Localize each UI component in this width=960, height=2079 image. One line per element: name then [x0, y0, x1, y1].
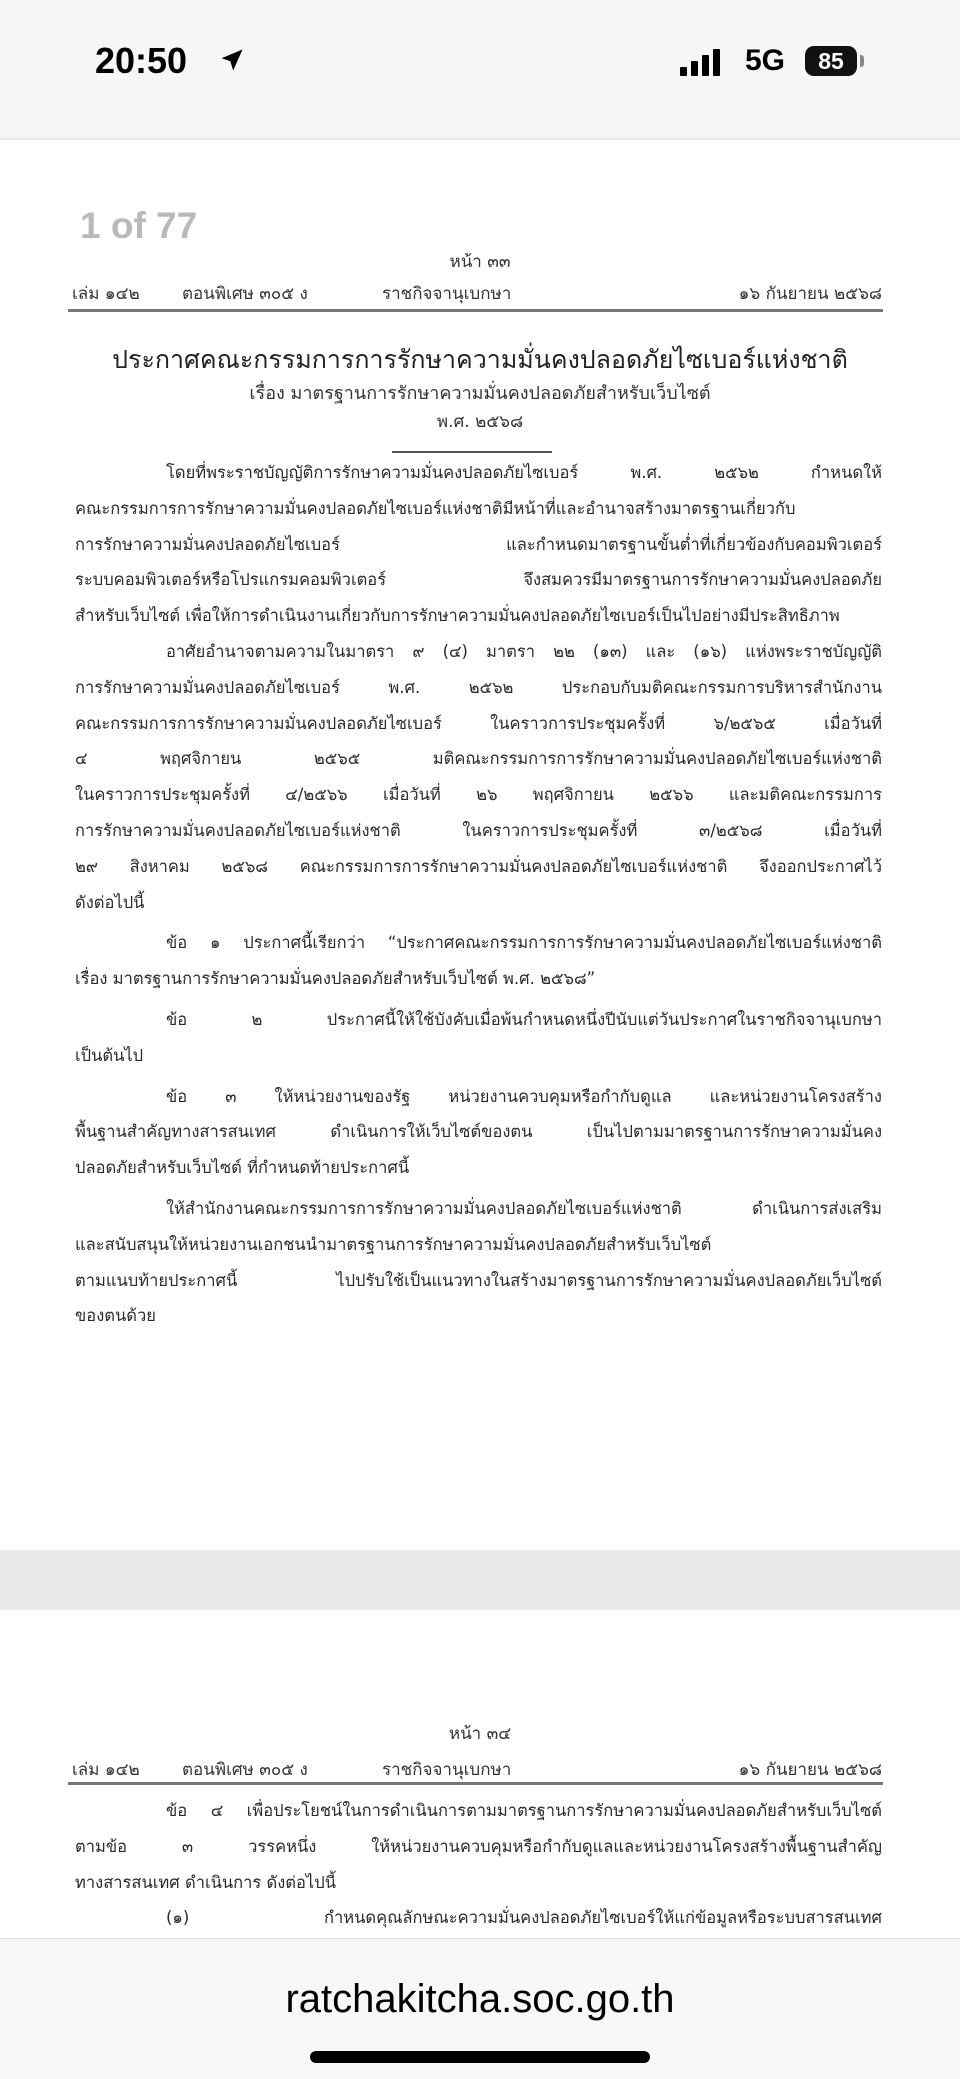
url-display[interactable]: ratchakitcha.soc.go.th [285, 1977, 675, 2021]
page-number: หน้า ๓๔ [448, 1724, 512, 1744]
header-rule [68, 309, 883, 312]
text-line: ข้อ ๑ ประกาศนี้เรียกว่า “ประกาศคณะกรรมการการรักษาความมั่นคงปลอดภัยไซเบอร์แห่งชาติ [166, 933, 882, 953]
document-subject: เรื่อง มาตรฐานการรักษาความมั่นคงปลอดภัยสำหรับเว็บไซต์ [249, 383, 711, 404]
text-line: การรักษาความมั่นคงปลอดภัยไซเบอร์ และกำหนดมาตรฐานขั้นต่ำที่เกี่ยวข้องกับคอมพิวเตอร์ [75, 534, 882, 554]
text-line: ทางสารสนเทศ ดำเนินการ ดังต่อไปนี้ [75, 1872, 336, 1892]
text-line: เรื่อง มาตรฐานการรักษาความมั่นคงปลอดภัยสำหรับเว็บไซต์ พ.ศ. ๒๕๖๘” [75, 969, 596, 989]
text-line: ระบบคอมพิวเตอร์หรือโปรแกรมคอมพิวเตอร์ จึงสมควรมีมาตรฐานการรักษาความมั่นคงปลอดภัย [75, 570, 882, 590]
text-line: ตามข้อ ๓ วรรคหนึ่ง ให้หน่วยงานควบคุมหรือกำกับดูแลและหน่วยงานโครงสร้างพื้นฐานสำคัญ [75, 1836, 882, 1856]
text-line: การรักษาความมั่นคงปลอดภัยไซเบอร์ พ.ศ. ๒๕๖๒ ประกอบกับมติคณะกรรมการบริหารสำนักงาน [75, 677, 882, 697]
title-rule [392, 451, 552, 453]
text-line: ให้สำนักงานคณะกรรมการการรักษาความมั่นคงปลอดภัยไซเบอร์แห่งชาติ ดำเนินการส่งเสริม [166, 1199, 882, 1218]
text-line: คณะกรรมการการรักษาความมั่นคงปลอดภัยไซเบอร์แห่งชาติมีหน้าที่และอำนาจสร้างมาตรฐานเกี่ยวกับ [75, 498, 796, 518]
issue: ตอนพิเศษ ๓๐๕ ง [182, 1760, 308, 1780]
text-line: ตามแนบท้ายประกาศนี้ ไปปรับใช้เป็นแนวทางในสร้างมาตรฐานการรักษาความมั่นคงปลอดภัยเว็บไซต์ [75, 1270, 882, 1290]
text-line: ปลอดภัยสำหรับเว็บไซต์ ที่กำหนดท้ายประกาศนี้ [75, 1158, 410, 1178]
text-line: ดังต่อไปนี้ [75, 892, 145, 912]
text-line: สำหรับเว็บไซต์ เพื่อให้การดำเนินงานเกี่ยวกับการรักษาความมั่นคงปลอดภัยไซเบอร์เป็นไปอย่างมีประสิทธิภาพ [75, 606, 840, 626]
text-line: อาศัยอำนาจตามความในมาตรา ๙ (๔) มาตรา ๒๒ (๑๓) และ (๑๖) แห่งพระราชบัญญัติ [166, 642, 882, 661]
gazette-date: ๑๖ กันยายน ๒๕๖๘ [738, 284, 882, 304]
text-line: ในคราวการประชุมครั้งที่ ๔/๒๕๖๖ เมื่อวันที่ ๒๖ พฤศจิกายน ๒๕๖๖ และมติคณะกรรมการ [75, 785, 882, 805]
text-line: พื้นฐานสำคัญทางสารสนเทศ ดำเนินการให้เว็บไซต์ของตน เป็นไปตามมาตรฐานการรักษาความมั่นคง [75, 1122, 882, 1142]
status-bar [0, 0, 960, 138]
text-line: และสนับสนุนให้หน่วยงานเอกชนนำมาตรฐานการรักษาความมั่นคงปลอดภัยสำหรับเว็บไซต์ [75, 1234, 712, 1254]
text-line: ๒๙ สิงหาคม ๒๕๖๘ คณะกรรมการการรักษาความมั่นคงปลอดภัยไซเบอร์แห่งชาติ จึงออกประกาศไว้ [75, 856, 882, 876]
text-line: โดยที่พระราชบัญญัติการรักษาความมั่นคงปลอดภัยไซเบอร์ พ.ศ. ๒๕๖๒ กำหนดให้ [166, 463, 882, 482]
location-arrow-icon [218, 46, 246, 74]
gazette-name: ราชกิจจานุเบกษา [382, 1760, 512, 1780]
battery-tip [860, 55, 864, 67]
text-line: เป็นต้นไป [75, 1045, 144, 1065]
issue: ตอนพิเศษ ๓๐๕ ง [182, 284, 308, 304]
text-line: ข้อ ๔ เพื่อประโยชน์ในการดำเนินการตามมาตรฐานการรักษาความมั่นคงปลอดภัยสำหรับเว็บไซต์ [166, 1801, 882, 1820]
page-number: หน้า ๓๓ [449, 252, 511, 272]
volume: เล่ม ๑๔๒ [72, 284, 140, 304]
text-line: ข้อ ๒ ประกาศนี้ให้ใช้บังคับเมื่อพ้นกำหนดหนึ่งปีนับแต่วันประกาศในราชกิจจานุเบกษา [166, 1010, 882, 1029]
gazette-name: ราชกิจจานุเบกษา [382, 284, 512, 304]
safari-address-bar[interactable] [0, 1938, 960, 2079]
page-counter: 1 of 77 [80, 205, 198, 246]
document-year: พ.ศ. ๒๕๖๘ [436, 412, 524, 432]
document-title: ประกาศคณะกรรมการการรักษาความมั่นคงปลอดภัยไซเบอร์แห่งชาติ [112, 345, 848, 374]
text-line: คณะกรรมการการรักษาความมั่นคงปลอดภัยไซเบอร์ ในคราวการประชุมครั้งที่ ๖/๒๕๖๕ เมื่อวันที่ [75, 713, 882, 733]
text-line: ของตนด้วย [75, 1306, 156, 1326]
clock: 20:50 [95, 40, 188, 81]
volume: เล่ม ๑๔๒ [72, 1760, 140, 1780]
network-type: 5G [745, 44, 786, 77]
gazette-date: ๑๖ กันยายน ๒๕๖๘ [738, 1760, 882, 1780]
document-page-34 [0, 1610, 960, 1940]
home-indicator[interactable] [310, 2051, 650, 2063]
header-rule [68, 1782, 883, 1785]
document-page-33 [0, 140, 960, 1550]
text-line: การรักษาความมั่นคงปลอดภัยไซเบอร์แห่งชาติ ในคราวการประชุมครั้งที่ ๓/๒๕๖๘ เมื่อวันที่ [75, 821, 882, 840]
text-line: (๑) กำหนดคุณลักษณะความมั่นคงปลอดภัยไซเบอร์ให้แก่ข้อมูลหรือระบบสารสนเทศ [166, 1908, 882, 1928]
cellular-signal-icon [680, 48, 720, 76]
text-line: ข้อ ๓ ให้หน่วยงานของรัฐ หน่วยงานควบคุมหรือกำกับดูแล และหน่วยงานโครงสร้าง [166, 1086, 882, 1106]
battery-icon: 85 [805, 46, 857, 76]
text-line: ๔ พฤศจิกายน ๒๕๖๕ มติคณะกรรมการการรักษาความมั่นคงปลอดภัยไซเบอร์แห่งชาติ [75, 749, 882, 769]
